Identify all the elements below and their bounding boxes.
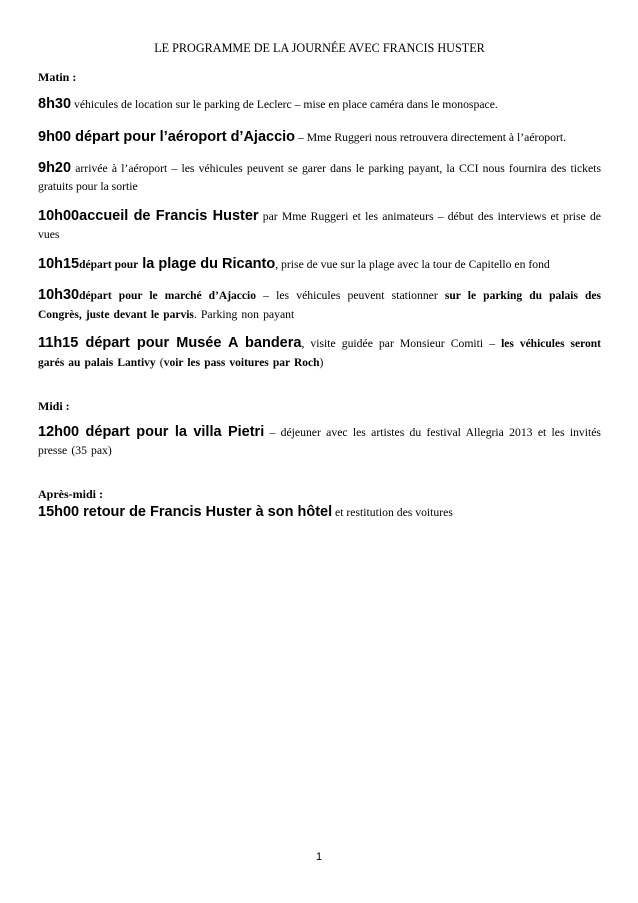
entry-text: , prise de vue sur la plage avec la tour de Capitello en fond: [275, 258, 550, 271]
entry-text: arrivée à l’aéroport – les véhicules peuvent se garer dans le parking payant, la CCI nous fournira des tickets gratuits pour la sortie: [38, 162, 601, 193]
schedule-entry-1200: [38, 424, 601, 459]
entry-text-3: ): [319, 355, 324, 369]
entry-title: départ pour la villa Pietri: [79, 424, 265, 440]
schedule-entry-0900: [38, 129, 601, 147]
schedule-entry-1115: [38, 335, 601, 372]
entry-time: 9h20: [38, 160, 72, 176]
schedule-entry-1030: [38, 287, 601, 324]
page-number: 1: [315, 851, 323, 863]
entry-time: 12h00: [38, 424, 80, 440]
schedule-entry-0920: [38, 160, 601, 195]
entry-highlight: sur le parking du palais des Congrès, juste devant le parvis: [38, 290, 601, 321]
entry-time: 8h30: [38, 96, 72, 112]
entry-time: 10h00: [38, 208, 80, 224]
entry-text-2: (: [155, 355, 164, 369]
schedule-entry-0830: [38, 96, 601, 114]
section-label-apres-midi: Après-midi :: [38, 487, 103, 501]
schedule-entry-1500: [38, 504, 601, 522]
entry-highlight: les véhicules seront garés au palais Lantivy: [38, 338, 601, 369]
entry-title: départ pour Musée A bandera: [78, 335, 302, 351]
entry-text: par Mme Ruggeri et les animateurs – début des interviews et prise de vues: [38, 210, 601, 241]
entry-time: 10h15: [38, 256, 80, 272]
schedule-entry-1015: [38, 256, 601, 275]
schedule-entry-1000: [38, 208, 601, 243]
section-label-midi: Midi :: [38, 399, 70, 413]
entry-time: 11h15: [38, 335, 79, 351]
entry-highlight-2: voir les pass voitures par Roch: [163, 356, 320, 369]
entry-title: départ pour l’aéroport d’Ajaccio: [71, 129, 296, 145]
entry-title: retour de Francis Huster à son hôtel: [79, 504, 333, 520]
entry-text: – les véhicules peuvent stationner: [255, 289, 445, 302]
entry-text: – Mme Ruggeri nous retrouvera directement à l’aéroport.: [295, 131, 567, 144]
entry-text: – déjeuner avec les artistes du festival Allegria 2013 et les invités presse (35 pax): [38, 426, 601, 457]
entry-title: la plage du Ricanto: [138, 256, 276, 272]
entry-text: et restitution des voitures: [332, 506, 453, 519]
document-title: LE PROGRAMME DE LA JOURNÉE AVEC FRANCIS HUSTER: [154, 41, 485, 55]
entry-text: , visite guidée par Monsieur Comiti –: [301, 337, 502, 350]
entry-text-2: . Parking non payant: [193, 307, 295, 321]
section-label-matin: Matin :: [38, 70, 77, 84]
entry-subtitle: départ pour: [79, 259, 139, 271]
entry-time: 15h00: [38, 504, 80, 520]
entry-text: véhicules de location sur le parking de Leclerc – mise en place caméra dans le monospace.: [71, 98, 498, 111]
entry-title: accueil de Francis Huster: [79, 208, 259, 224]
entry-time: 10h30: [38, 287, 80, 303]
entry-subtitle: départ pour le marché d’Ajaccio: [79, 290, 256, 302]
entry-time: 9h00: [38, 129, 72, 145]
